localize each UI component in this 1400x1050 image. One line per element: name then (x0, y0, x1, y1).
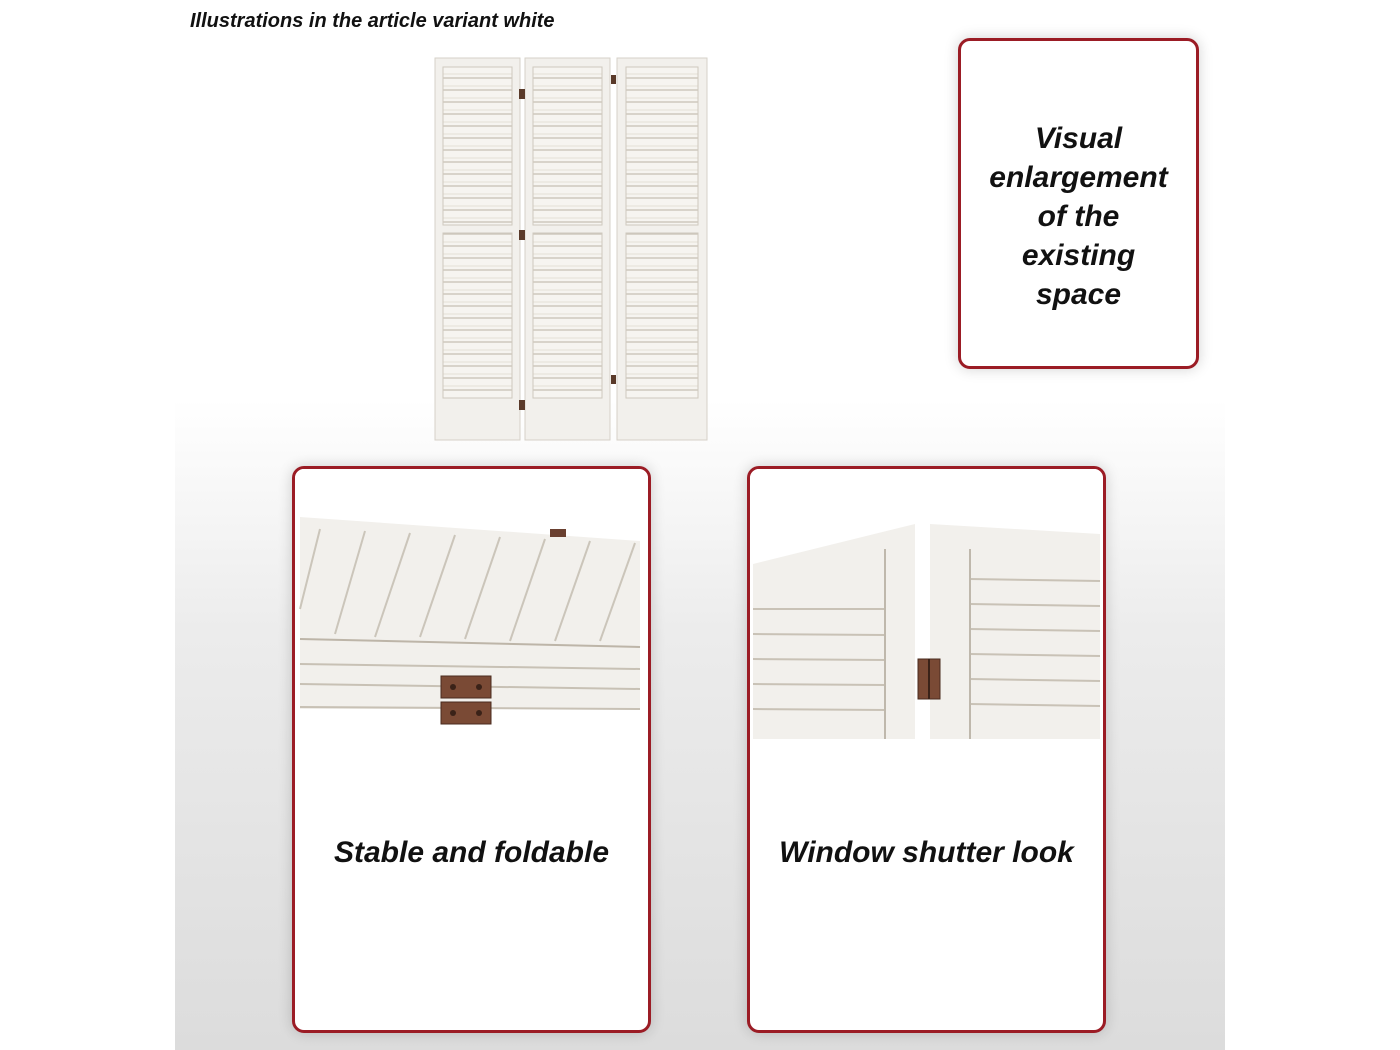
feature-card-foldable (292, 466, 651, 1033)
room-divider-image (430, 55, 715, 445)
feature-text-space: Visual enlargement of the existing space (989, 122, 1168, 311)
shutter-detail-image (750, 469, 1103, 799)
folded-hinge-image (295, 469, 648, 799)
caption: Illustrations in the article variant white (190, 10, 555, 32)
feature-card-shutter (747, 466, 1106, 1033)
feature-text-foldable: Stable and foldable (333, 836, 610, 869)
feature-card-space (958, 38, 1199, 369)
feature-text-shutter: Window shutter look (779, 836, 1074, 869)
